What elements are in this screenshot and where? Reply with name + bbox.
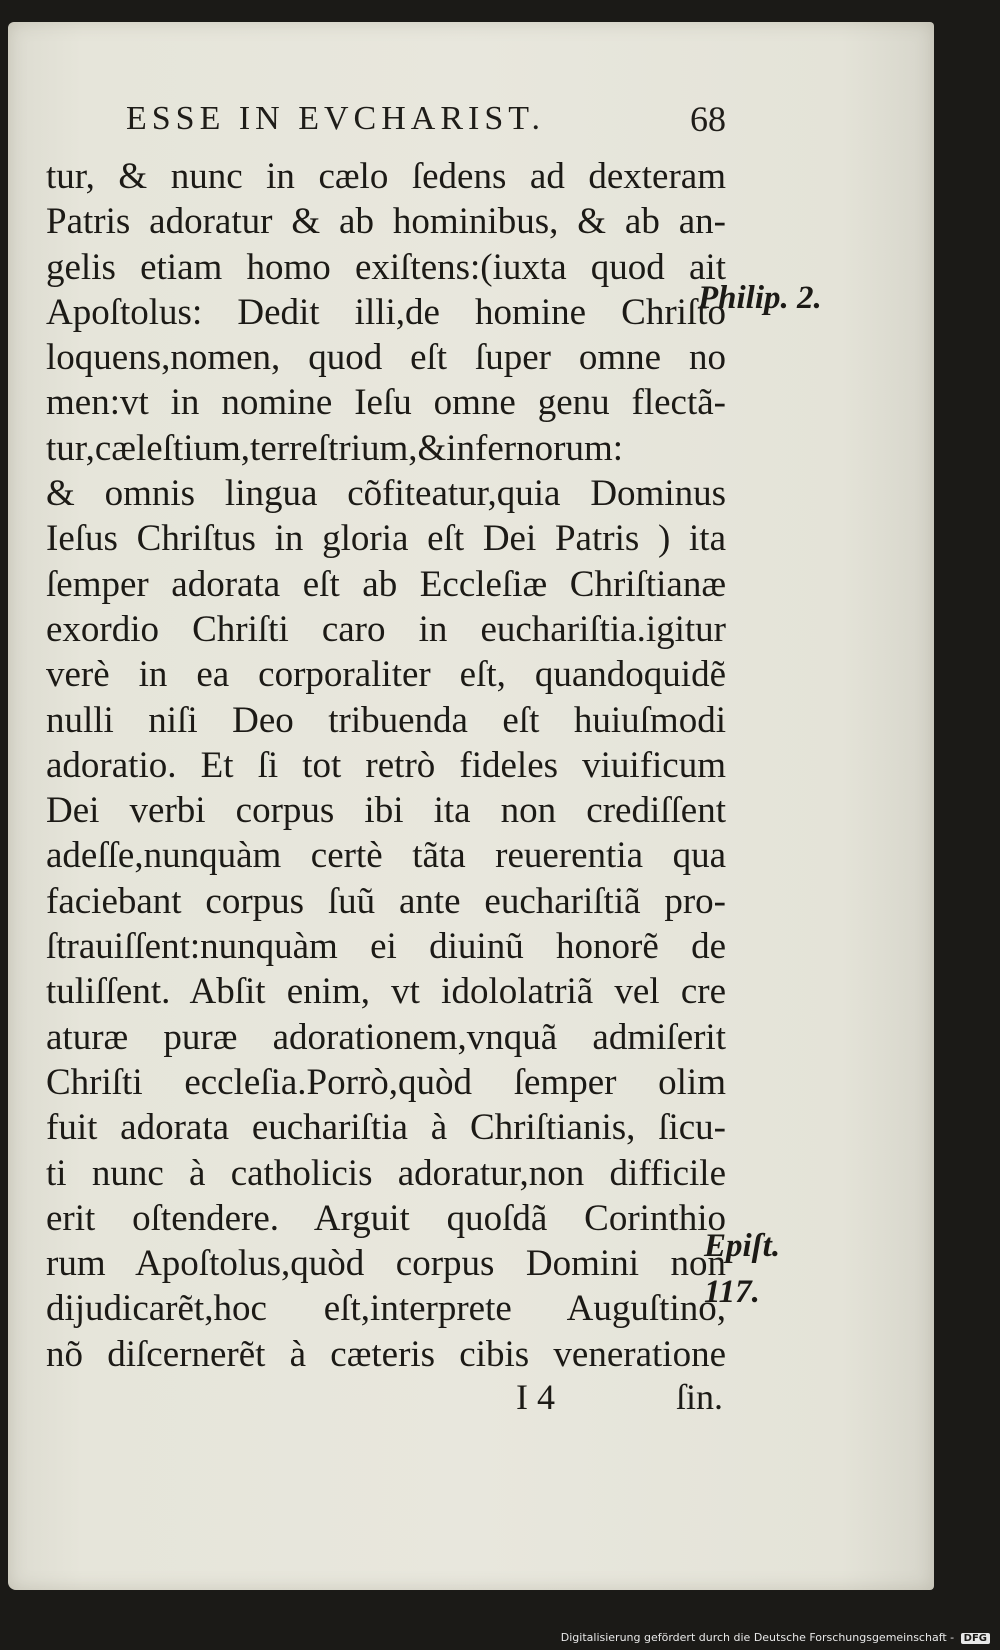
- text-line: ti nunc à catholicis adoratur,non difficile: [46, 1152, 726, 1194]
- text-line: faciebant corpus ſuũ ante euchariſtiã pro-: [46, 880, 726, 922]
- text-line: tur, & nunc in cælo ſedens ad dexteram: [46, 156, 726, 197]
- text-line: Dei verbi corpus ibi ita non crediſſent: [46, 790, 726, 832]
- text-line: tuliſſent. Abſit enim, vt idololatriã vel cre: [46, 971, 726, 1013]
- text-line: Ieſus Chriſtus in gloria eſt Dei Patris ) ita: [46, 518, 726, 560]
- text-line: ſemper adorata eſt ab Eccleſiæ Chriſtianæ: [46, 563, 726, 605]
- text-line: & omnis lingua cõfiteatur,quia Dominus: [46, 473, 726, 515]
- text-line: loquens,nomen, quod eſt ſuper omne no: [46, 337, 726, 379]
- text-line: exordio Chriſti caro in euchariſtia.igitur: [46, 608, 726, 650]
- text-line: fuit adorata euchariſtia à Chriſtianis, ſicu-: [46, 1107, 726, 1149]
- marginal-note-epist: Epiſt.: [704, 1228, 781, 1264]
- text-line: adoratio. Et ſi tot retrò fideles viuificum: [46, 744, 726, 786]
- digitization-credit-text: Digitalisierung gefördert durch die Deutsche Forschungsgemeinschaft -: [560, 1631, 955, 1644]
- text-line: erit oſtendere. Arguit quoſdã Corinthio: [46, 1197, 726, 1239]
- text-line: verè in ea corporaliter eſt, quandoquidẽ: [46, 654, 726, 696]
- text-line: dijudicarẽt,hoc eſt,interprete Auguſtino,: [46, 1288, 726, 1330]
- text-line: ſtrauiſſent:nunquàm ei diuinũ honorẽ de: [46, 926, 726, 968]
- text-line: gelis etiam homo exiſtens:(iuxta quod ait: [46, 246, 726, 288]
- page-header: [126, 94, 726, 144]
- text-line: aturæ puræ adorationem,vnquã admiſerit: [46, 1016, 726, 1058]
- signature-mark: I 4: [516, 1377, 555, 1417]
- marginal-note-epist-number: 117.: [704, 1274, 760, 1310]
- page-content: [8, 22, 934, 1590]
- book-page: [8, 22, 934, 1590]
- running-head: ESSE IN EVCHARIST.: [126, 100, 545, 137]
- catchword: ſin.: [676, 1377, 724, 1417]
- marginal-note-philip: Philip. 2.: [698, 280, 822, 316]
- text-line: adeſſe,nunquàm certè tãta reuerentia qua: [46, 835, 726, 877]
- text-line: Apoſtolus: Dedit illi,de homine Chriſto: [46, 291, 726, 333]
- text-line: men:vt in nomine Ieſu omne genu flectã-: [46, 382, 726, 424]
- text-line: nõ diſcernerẽt à cæteris cibis veneratione: [46, 1333, 726, 1375]
- body-text: [46, 154, 726, 1377]
- dfg-logo: DFG: [961, 1633, 990, 1644]
- text-line: tur,cæleſtium,terreſtrium,&infernorum:: [46, 427, 624, 469]
- text-line: Patris adoratur & ab hominibus, & ab an-: [46, 201, 726, 243]
- digitization-credit: [561, 1631, 990, 1644]
- text-line: nulli niſi Deo tribuenda eſt huiuſmodi: [46, 699, 726, 741]
- text-line: Chriſti eccleſia.Porrò,quòd ſemper olim: [46, 1061, 726, 1103]
- text-line: rum Apoſtolus,quòd corpus Domini non: [46, 1243, 726, 1285]
- page-number: 68: [690, 99, 726, 139]
